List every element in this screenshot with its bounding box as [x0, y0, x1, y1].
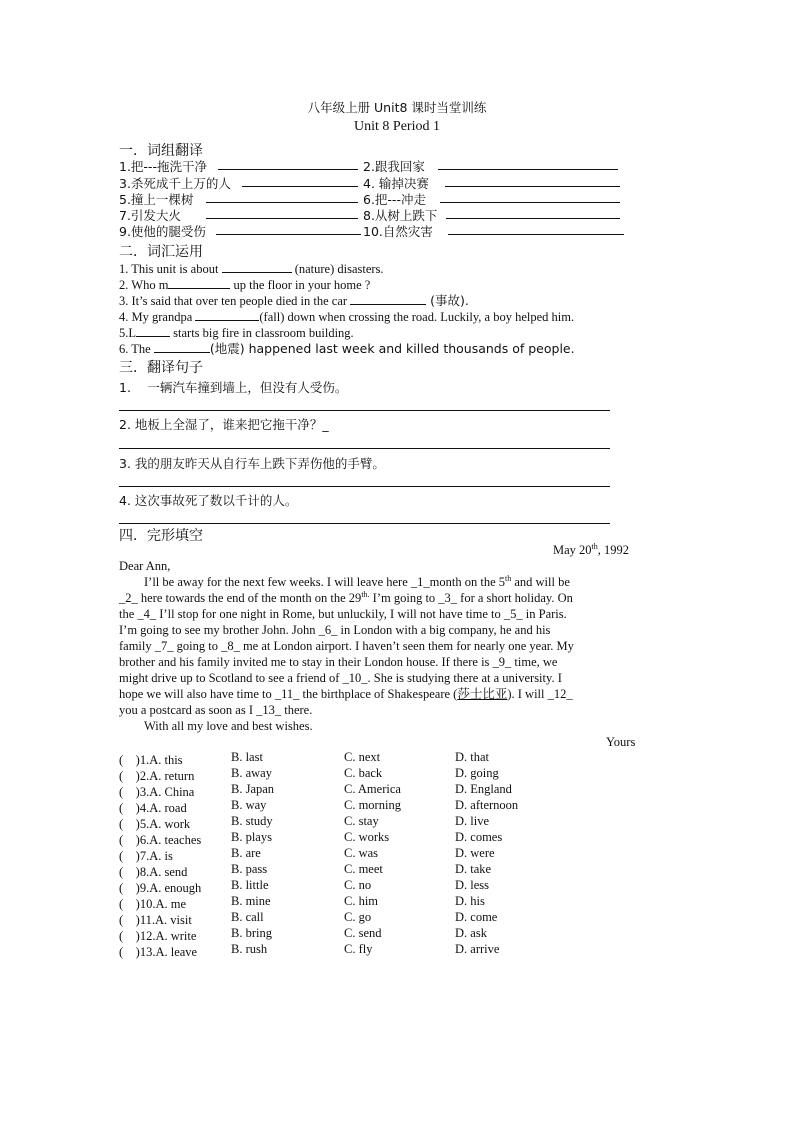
page-subtitle: Unit 8 Period 1	[354, 119, 440, 134]
answer-blank[interactable]	[168, 276, 230, 289]
phrase-item: 10.自然灾害	[363, 224, 433, 239]
question-number-option-a[interactable]: ( )13.A. leave	[119, 945, 198, 959]
answer-option[interactable]: D. England	[455, 782, 512, 796]
answer-option[interactable]: B. way	[231, 798, 267, 812]
answer-blank[interactable]	[222, 260, 292, 273]
answer-option[interactable]: B. pass	[231, 862, 268, 876]
passage-line: brother and his family invited me to stay in their London house. If there is _9_ time, we	[119, 655, 558, 669]
letter-closing: With all my love and best wishes.	[144, 719, 313, 733]
answer-option[interactable]: C. him	[344, 894, 379, 908]
answer-option[interactable]: D. afternoon	[455, 798, 519, 812]
passage-line: you a postcard as soon as I _13_ there.	[119, 703, 313, 717]
answer-option[interactable]: C. works	[344, 830, 390, 844]
question-number-option-a[interactable]: ( )3.A. China	[119, 785, 195, 799]
passage-line: family _7_ going to _8_ me at London airport. I haven’t seen them for nearly one year. My	[119, 639, 574, 653]
translation-prompt: 3. 我的朋友昨天从自行车上跌下弄伤他的手臂。	[119, 456, 385, 471]
letter-date: May 20th, 1992	[553, 541, 630, 557]
phrase-item: 3.杀死成千上万的人	[119, 176, 231, 191]
answer-option[interactable]: C. America	[344, 782, 401, 796]
answer-option[interactable]: D. going	[455, 766, 499, 780]
answer-blank[interactable]	[350, 292, 426, 305]
answer-option[interactable]: D. were	[455, 846, 495, 860]
translation-prompt: 4. 这次事故死了数以千计的人。	[119, 493, 298, 508]
answer-option[interactable]: B. study	[231, 814, 273, 828]
phrase-item: 2.跟我回家	[363, 159, 425, 174]
answer-blank[interactable]	[448, 222, 624, 240]
passage-line: the _4_ I’ll stop for one night in Rome, but unluckily, I will not have time to _5_ in Paris.	[119, 607, 567, 621]
answer-option[interactable]: B. away	[231, 766, 272, 780]
question-number-option-a[interactable]: ( )4.A. road	[119, 801, 187, 815]
answer-option[interactable]: D. arrive	[455, 942, 500, 956]
answer-option[interactable]: B. rush	[231, 942, 268, 956]
question-number-option-a[interactable]: ( )8.A. send	[119, 865, 188, 879]
translation-prompt: 2. 地板上全湿了，谁来把它拖干净？_	[119, 417, 329, 432]
answer-option[interactable]: B. call	[231, 910, 264, 924]
answer-line[interactable]	[119, 448, 610, 449]
section3-heading: 三．翻译句子	[119, 360, 203, 376]
vocab-question: 1. This unit is about (nature) disasters.	[119, 262, 384, 276]
question-number-option-a[interactable]: ( )1.A. this	[119, 753, 183, 767]
answer-option[interactable]: C. morning	[344, 798, 401, 812]
question-number-option-a[interactable]: ( )11.A. visit	[119, 913, 192, 927]
answer-option[interactable]: C. go	[344, 910, 372, 924]
section4-heading: 四．完形填空	[119, 528, 203, 544]
question-number-option-a[interactable]: ( )5.A. work	[119, 817, 191, 831]
vocab-question: 4. My grandpa (fall) down when crossing the road. Luckily, a boy helped him.	[119, 310, 575, 324]
answer-line[interactable]	[119, 523, 610, 524]
answer-option[interactable]: C. no	[344, 878, 372, 892]
letter-salutation: Dear Ann,	[119, 559, 171, 573]
answer-option[interactable]: B. last	[231, 750, 263, 764]
answer-blank[interactable]	[438, 157, 618, 175]
answer-option[interactable]: C. was	[344, 846, 379, 860]
question-number-option-a[interactable]: ( )10.A. me	[119, 897, 186, 911]
vocab-question: 3. It’s said that over ten people died in the car (事故).	[119, 293, 469, 308]
answer-option[interactable]: B. little	[231, 878, 269, 892]
letter-signoff: Yours	[606, 735, 636, 749]
answer-option[interactable]: B. mine	[231, 894, 271, 908]
answer-option[interactable]: D. live	[455, 814, 490, 828]
answer-blank[interactable]	[195, 308, 259, 321]
answer-option[interactable]: D. ask	[455, 926, 487, 940]
answer-blank[interactable]	[136, 324, 170, 337]
answer-line[interactable]	[119, 410, 610, 411]
vocab-question: 6. The (地震) happened last week and killed thousands of people.	[119, 341, 575, 356]
phrase-item: 9.使他的腿受伤	[119, 224, 206, 239]
answer-option[interactable]: C. fly	[344, 942, 373, 956]
question-number-option-a[interactable]: ( )7.A. is	[119, 849, 173, 863]
answer-option[interactable]: C. meet	[344, 862, 383, 876]
phrase-item: 5.撞上一棵树	[119, 192, 194, 207]
answer-blank[interactable]	[216, 222, 361, 240]
question-number-option-a[interactable]: ( )12.A. write	[119, 929, 197, 943]
section1-heading: 一．词组翻译	[119, 143, 203, 159]
answer-option[interactable]: D. come	[455, 910, 498, 924]
passage-line: I’ll be away for the next few weeks. I will leave here _1_month on the 5th and will be	[144, 573, 570, 589]
answer-option[interactable]: D. less	[455, 878, 490, 892]
answer-option[interactable]: C. send	[344, 926, 382, 940]
passage-line: _2_ here towards the end of the month on the $29^{th.}$ I’m going to _3_ for a short holiday. On	[119, 589, 573, 605]
phrase-item: 7.引发大火	[119, 208, 181, 223]
passage-line: might drive up to Scotland to see a friend of _10_. She is studying there at a university. I	[119, 671, 562, 685]
answer-option[interactable]: D. comes	[455, 830, 503, 844]
answer-option[interactable]: B. are	[231, 846, 261, 860]
answer-option[interactable]: C. back	[344, 766, 383, 780]
phrase-item: 1.把---拖洗干净	[119, 159, 207, 174]
answer-blank[interactable]	[154, 340, 210, 353]
answer-option[interactable]: B. plays	[231, 830, 272, 844]
phrase-item: 6.把---冲走	[363, 192, 426, 207]
answer-option[interactable]: B. Japan	[231, 782, 275, 796]
vocab-question: 2. Who m up the floor in your home ?	[119, 278, 371, 292]
vocab-question: 5.L starts big fire in classroom building.	[119, 326, 354, 340]
answer-option[interactable]: C. next	[344, 750, 381, 764]
question-number-option-a[interactable]: ( )6.A. teaches	[119, 833, 202, 847]
answer-option[interactable]: D. his	[455, 894, 485, 908]
answer-line[interactable]	[119, 486, 610, 487]
passage-line: I’m going to see my brother John. John _6_ in London with a big company, he and his	[119, 623, 551, 637]
phrase-item: 4. 输掉决赛	[363, 176, 429, 191]
question-number-option-a[interactable]: ( )2.A. return	[119, 769, 195, 783]
answer-option[interactable]: D. take	[455, 862, 492, 876]
translation-prompt: 1. 一辆汽车撞到墙上，但没有人受伤。	[119, 380, 348, 395]
answer-option[interactable]: C. stay	[344, 814, 379, 828]
question-number-option-a[interactable]: ( )9.A. enough	[119, 881, 202, 895]
phrase-item: 8.从树上跌下	[363, 208, 438, 223]
answer-blank[interactable]	[218, 157, 358, 175]
answer-option[interactable]: D. that	[455, 750, 490, 764]
page-title: 八年级上册 Unit8 课时当堂训练	[307, 100, 487, 115]
answer-option[interactable]: B. bring	[231, 926, 272, 940]
passage-line: hope we will also have time to _11_ the birthplace of Shakespeare (莎士比亚). I will _12_	[119, 686, 573, 701]
section2-heading: 二．词汇运用	[119, 244, 203, 260]
